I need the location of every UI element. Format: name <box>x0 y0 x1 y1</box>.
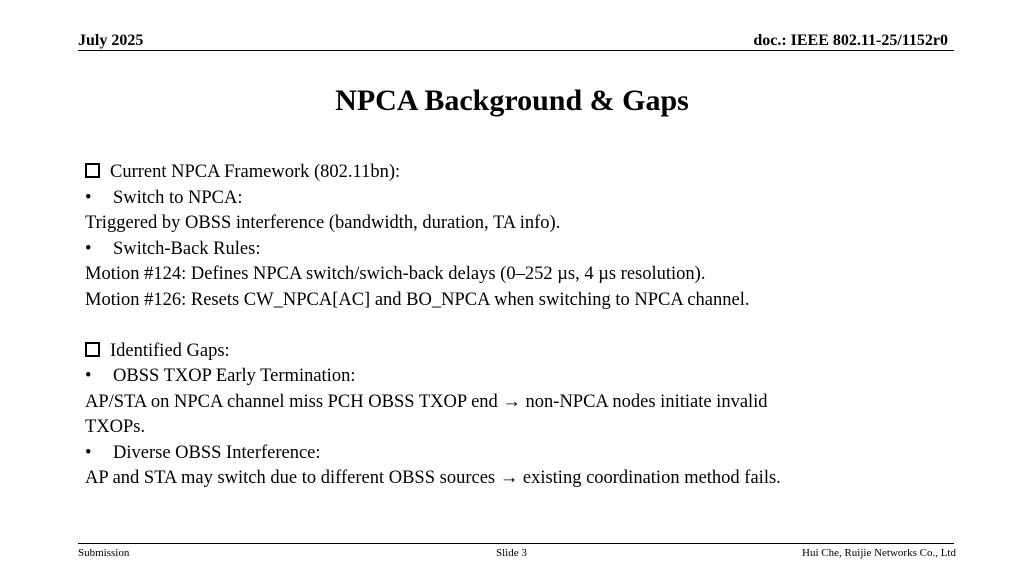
slide-title: NPCA Background & Gaps <box>335 84 689 117</box>
hollow-square-bullet-icon <box>85 163 100 178</box>
section1-bullet2: Switch-Back Rules: <box>113 238 261 259</box>
bullet-dot-icon: • <box>85 187 92 208</box>
header-date: July 2025 <box>78 32 144 49</box>
section1-text3: Motion #126: Resets CW_NPCA[AC] and BO_NPCA when switching to NPCA channel. <box>85 289 750 310</box>
section1-bullet1-line <box>85 186 965 212</box>
section2-bullet2: Diverse OBSS Interference: <box>113 442 321 463</box>
bullet-dot-icon: • <box>85 238 92 259</box>
hollow-square-bullet-icon <box>85 342 100 357</box>
header-doc-id: doc.: IEEE 802.11-25/1152r0 <box>753 32 948 49</box>
spacer <box>85 313 965 339</box>
section1-bullet1: Switch to NPCA: <box>113 187 243 208</box>
section2-bullet2-line <box>85 441 965 467</box>
bullet-dot-icon: • <box>85 442 92 463</box>
header-rule <box>78 50 954 51</box>
bullet-dot-icon: • <box>85 366 92 386</box>
slide-body <box>85 160 965 492</box>
section1-bullet2-line <box>85 237 965 263</box>
section2-heading-line <box>85 339 965 365</box>
section2-text1a: AP/STA on NPCA channel miss PCH OBSS TXOP end → non-NPCA nodes initiate invalid <box>85 391 768 412</box>
section1-text1: Triggered by OBSS interference (bandwidth, duration, TA info). <box>85 213 561 233</box>
section2-bullet1: OBSS TXOP Early Termination: <box>113 366 356 386</box>
section2-heading: Identified Gaps: <box>110 340 230 361</box>
footer-submission: Submission <box>78 547 130 559</box>
footer-slide-number: Slide 3 <box>496 547 527 559</box>
footer-author: Hui Che, Ruijie Networks Co., Ltd <box>802 547 956 559</box>
section1-text2: Motion #124: Defines NPCA switch/swich-back delays (0–252 µs, 4 µs resolution). <box>85 264 706 284</box>
footer-rule <box>78 543 954 544</box>
section2-bullet1-line <box>85 364 965 390</box>
section2-text2: AP and STA may switch due to different OBSS sources → existing coordination method fails. <box>85 468 781 488</box>
section1-heading: Current NPCA Framework (802.11bn): <box>110 162 401 182</box>
section1-heading-line <box>85 160 965 186</box>
section2-text1b: TXOPs. <box>85 417 146 437</box>
